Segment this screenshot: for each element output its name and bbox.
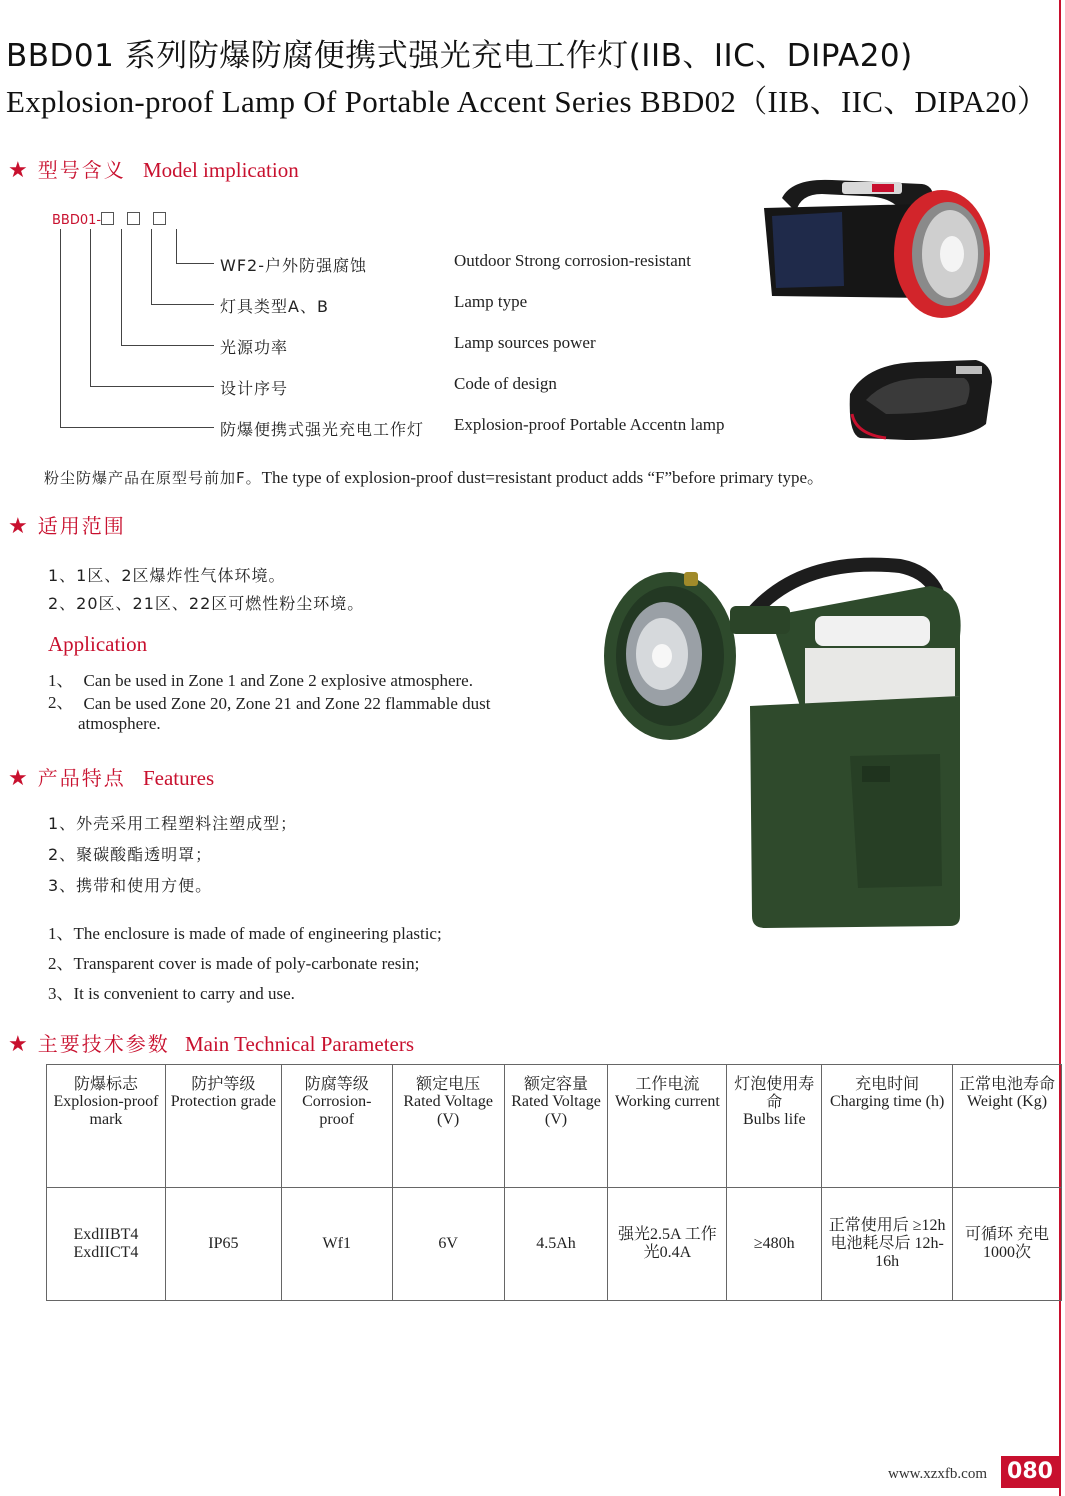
table-cell: 正常使用后 ≥12h 电池耗尽后 12h-16h [822,1188,953,1301]
application-item-cn: 2、20区、21区、22区可燃性粉尘环境。 [48,594,365,613]
star-icon: ★ [8,513,28,538]
star-icon: ★ [8,765,28,790]
star-icon: ★ [8,1031,28,1056]
table-header-cell: 防爆标志 Explosion-proof mark [47,1065,166,1188]
tree-line [151,304,214,305]
table-cell: ExdIIBT4 ExdIICT4 [47,1188,166,1301]
application-item-en: 2、 Can be used Zone 20, Zone 21 and Zone 22 flammable dust [48,693,491,713]
code-box-2 [127,212,140,225]
page-title-en: Explosion-proof Lamp Of Portable Accent Series BBD02（IIB、IIC、DIPA20） [6,84,1049,119]
table-header-cell: 防腐等级 Corrosion-proof [281,1065,392,1188]
table-cell: IP65 [165,1188,281,1301]
application-item-en-cont: atmosphere. [78,714,161,733]
application-section-heading: ★ 适用范围 [8,513,126,538]
model-row-en: Explosion-proof Portable Accentn lamp [454,415,725,434]
table-cell: 强光2.5A 工作光0.4A [608,1188,727,1301]
model-row-cn: WF2-户外防强腐蚀 [220,256,367,275]
page-number: 080 [1001,1456,1059,1488]
feature-item-cn: 2、聚碳酸酯透明罩； [48,845,213,864]
model-row-cn: 防爆便携式强光充电工作灯 [220,420,425,439]
table-header-cell: 额定容量 Rated Voltage (V) [504,1065,608,1188]
feature-item-en: 2、Transparent cover is made of poly-carbonate resin; [48,954,420,973]
table-row [47,1188,1062,1301]
star-icon: ★ [8,157,28,182]
features-section-heading: ★ 产品特点 Features [8,765,215,790]
feature-item-cn: 3、携带和使用方便。 [48,876,213,895]
application-item-en: 1、 Can be used in Zone 1 and Zone 2 explosive atmosphere. [48,671,473,690]
table-header-cell: 工作电流 Working current [608,1065,727,1188]
code-box-3 [153,212,166,225]
tree-line [176,229,177,264]
model-row-cn: 设计序号 [220,379,289,398]
model-code: BBD01- [52,212,166,228]
application-heading-en: Application [48,632,148,656]
tree-line [151,229,152,305]
table-cell: 4.5Ah [504,1188,608,1301]
footer-url: www.xzxfb.com [887,1466,987,1482]
dust-note: 粉尘防爆产品在原型号前加F。The type of explosion-proof dust=resistant product adds “F”before primary type。 [44,468,825,487]
model-row-en: Lamp sources power [454,333,596,352]
page-title-cn: BBD01 系列防爆防腐便携式强光充电工作灯(IIB、IIC、DIPA20) [6,38,913,74]
tree-line [60,427,214,428]
model-row-cn: 灯具类型A、B [220,297,329,316]
model-row-en: Code of design [454,374,557,393]
table-header-cell: 防护等级 Protection grade [165,1065,281,1188]
feature-item-en: 3、It is convenient to carry and use. [48,984,295,1003]
model-row-en: Outdoor Strong corrosion-resistant [454,251,692,270]
table-header-cell: 充电时间 Charging time (h) [822,1065,953,1188]
tree-line [121,345,214,346]
code-box-1 [101,212,114,225]
table-header-cell: 正常电池寿命 Weight (Kg) [953,1065,1062,1188]
tree-line [60,229,61,428]
model-section-heading: ★ 型号含义 Model implication [8,157,299,182]
application-item-cn: 1、1区、2区爆炸性气体环境。 [48,566,286,585]
tree-line [176,263,214,264]
table-cell: ≥480h [727,1188,822,1301]
tree-line [90,229,91,387]
params-table [46,1064,1062,1301]
model-row-en: Lamp type [454,292,528,311]
table-cell: 6V [392,1188,504,1301]
lamp-green-image [600,556,980,932]
params-section-heading: ★ 主要技术参数 Main Technical Parameters [8,1031,415,1056]
feature-item-en: 1、The enclosure is made of made of engineering plastic; [48,924,442,943]
table-header-cell: 灯泡使用寿命 Bulbs life [727,1065,822,1188]
table-header-row [47,1065,1062,1188]
lamp-red-image [752,168,992,328]
tree-line [90,386,214,387]
charger-base-image [846,354,996,444]
table-cell: 可循环 充电 1000次 [953,1188,1062,1301]
table-header-cell: 额定电压 Rated Voltage (V) [392,1065,504,1188]
feature-item-cn: 1、外壳采用工程塑料注塑成型； [48,814,298,833]
table-cell: Wf1 [281,1188,392,1301]
model-row-cn: 光源功率 [220,338,289,357]
tree-line [121,229,122,346]
